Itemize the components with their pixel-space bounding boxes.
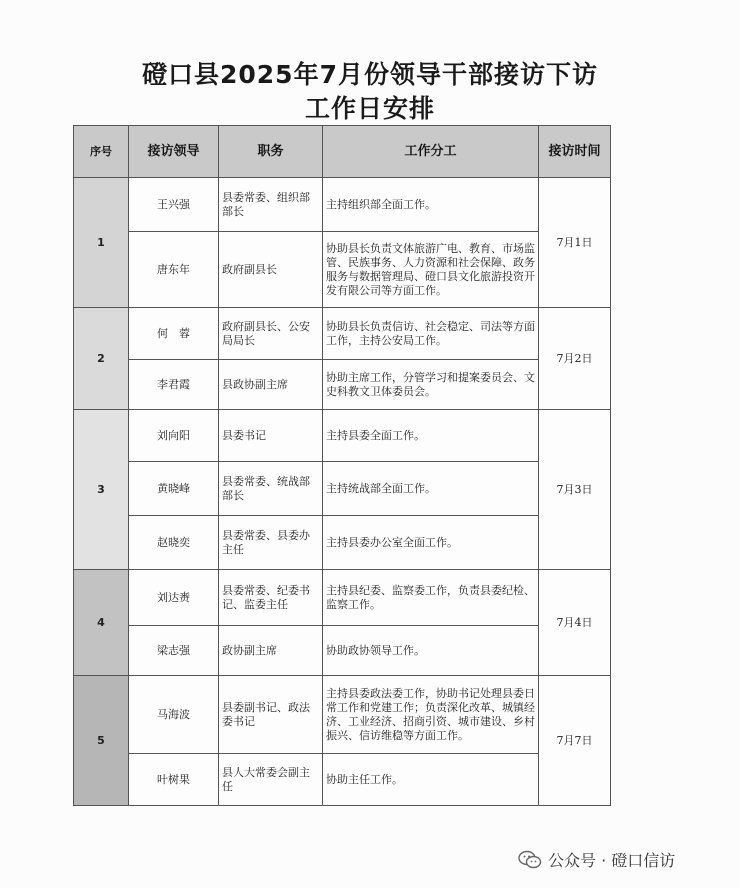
- leader-cell: 刘达赉: [129, 570, 219, 626]
- header-duty: 职务: [219, 126, 323, 178]
- leader-cell: 王兴强: [129, 178, 219, 232]
- duty-cell: 政府副县长、公安局局长: [219, 308, 323, 360]
- work-cell: 协助县长负责信访、社会稳定、司法等方面工作，主持公安局工作。: [323, 308, 539, 360]
- duty-cell: 县委常委、组织部部长: [219, 178, 323, 232]
- work-cell: 协助主席工作，分管学习和提案委员会、文史科教文卫体委员会。: [323, 360, 539, 410]
- document-title-line1: 磴口县2025年7月份领导干部接访下访: [142, 60, 598, 89]
- seq-cell: 5: [74, 676, 129, 806]
- work-cell: 主持县委全面工作。: [323, 410, 539, 462]
- header-leader: 接访领导: [129, 126, 219, 178]
- seq-cell: 1: [74, 178, 129, 308]
- leader-cell: 黄晓峰: [129, 462, 219, 516]
- work-cell: 主持县纪委、监察委工作，负责县委纪检、监察工作。: [323, 570, 539, 626]
- header-work: 工作分工: [323, 126, 539, 178]
- leader-cell: 叶树果: [129, 754, 219, 806]
- work-cell: 主持组织部全面工作。: [323, 178, 539, 232]
- table-header-row: [74, 126, 611, 178]
- date-cell: 7月7日: [539, 676, 611, 806]
- date-cell: 7月4日: [539, 570, 611, 676]
- work-cell: 主持县委政法委工作，协助书记处理县委日常工作和党建工作；负责深化改革、城镇经济、工业经济、招商引资、城市建设、乡村振兴、信访维稳等方面工作。: [323, 676, 539, 754]
- wechat-watermark: [518, 848, 675, 871]
- table-row: [74, 308, 611, 360]
- wechat-icon: [518, 850, 542, 870]
- table-row: [74, 178, 611, 232]
- work-cell: 协助主任工作。: [323, 754, 539, 806]
- table-row: [74, 360, 611, 410]
- duty-cell: 县委常委、统战部部长: [219, 462, 323, 516]
- duty-cell: 县委常委、纪委书记、监委主任: [219, 570, 323, 626]
- table-row: [74, 676, 611, 754]
- work-cell: 协助政协领导工作。: [323, 626, 539, 676]
- seq-cell: 3: [74, 410, 129, 570]
- leader-cell: 梁志强: [129, 626, 219, 676]
- leader-cell: 赵晓奕: [129, 516, 219, 570]
- table-row: [74, 410, 611, 462]
- schedule-table: [73, 125, 611, 806]
- date-cell: 7月2日: [539, 308, 611, 410]
- date-cell: 7月1日: [539, 178, 611, 308]
- leader-cell: 何 蓉: [129, 308, 219, 360]
- seq-cell: 2: [74, 308, 129, 410]
- work-cell: 协助县长负责文体旅游广电、教育、市场监管、民族事务、人力资源和社会保障、政务服务与数据管理局、磴口县文化旅游投资开发有限公司等方面工作。: [323, 232, 539, 308]
- duty-cell: 政协副主席: [219, 626, 323, 676]
- leader-cell: 马海波: [129, 676, 219, 754]
- work-cell: 主持县委办公室全面工作。: [323, 516, 539, 570]
- duty-cell: 县人大常委会副主任: [219, 754, 323, 806]
- duty-cell: 县政协副主席: [219, 360, 323, 410]
- leader-cell: 唐东年: [129, 232, 219, 308]
- duty-cell: 县委常委、县委办主任: [219, 516, 323, 570]
- watermark-text: 公众号 · 磴口信访: [548, 851, 676, 870]
- table-row: [74, 570, 611, 626]
- header-date: 接访时间: [539, 126, 611, 178]
- work-cell: 主持统战部全面工作。: [323, 462, 539, 516]
- duty-cell: 政府副县长: [219, 232, 323, 308]
- header-seq: 序号: [74, 126, 129, 178]
- duty-cell: 县委书记: [219, 410, 323, 462]
- leader-cell: 刘向阳: [129, 410, 219, 462]
- seq-cell: 4: [74, 570, 129, 676]
- table-row: [74, 516, 611, 570]
- table-row: [74, 626, 611, 676]
- table-row: [74, 462, 611, 516]
- table-row: [74, 232, 611, 308]
- leader-cell: 李君霞: [129, 360, 219, 410]
- document-title-line2: 工作日安排: [304, 94, 435, 123]
- table-row: [74, 754, 611, 806]
- date-cell: 7月3日: [539, 410, 611, 570]
- duty-cell: 县委副书记、政法委书记: [219, 676, 323, 754]
